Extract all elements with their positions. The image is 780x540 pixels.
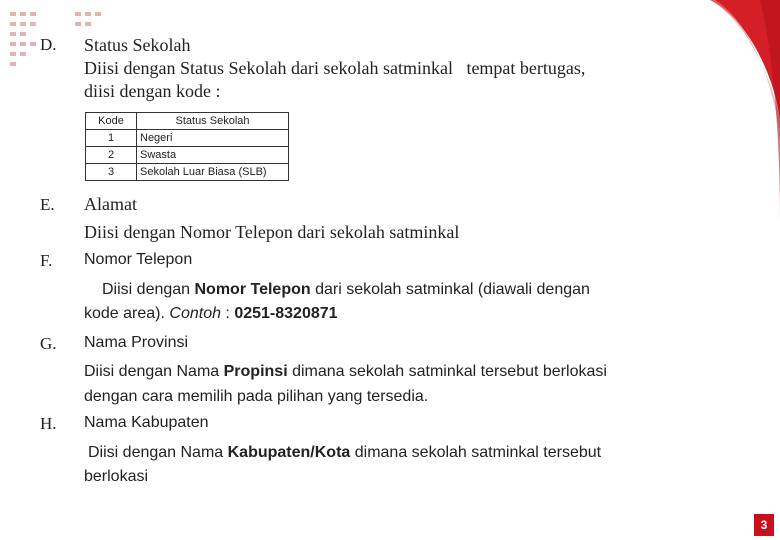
section-h-title: Nama Kabupaten: [84, 414, 209, 431]
section-d-line2: diisi dengan kode :: [84, 81, 221, 101]
table-row: [86, 147, 289, 164]
section-e-title: Alamat: [84, 194, 137, 214]
cell-status: Swasta: [137, 147, 289, 164]
section-d-line1: Diisi dengan Status Sekolah dari sekolah satminkal tempat bertugas,: [84, 58, 586, 78]
section-e-line1: Diisi dengan Nomor Telepon dari sekolah satminkal: [84, 222, 460, 242]
decorative-red-swoosh: [680, 0, 780, 220]
table-row: [86, 164, 289, 181]
page-number-badge: 3: [754, 514, 774, 536]
section-f-title: Nomor Telepon: [84, 251, 193, 268]
status-code-table: [85, 112, 289, 181]
section-d-letter: D.: [40, 35, 57, 54]
cell-kode: 3: [86, 164, 137, 181]
section-f-letter: F.: [40, 251, 53, 270]
header-status: Status Sekolah: [137, 113, 289, 130]
header-kode: Kode: [86, 113, 137, 130]
cell-status: Sekolah Luar Biasa (SLB): [137, 164, 289, 181]
section-f-line1: Diisi dengan Nomor Telepon dari sekolah satminkal (diawali dengan: [102, 281, 590, 298]
cell-kode: 2: [86, 147, 137, 164]
section-f-line2: kode area). Contoh : 0251-8320871: [84, 305, 338, 322]
section-h-line2: berlokasi: [84, 468, 149, 485]
section-h-letter: H.: [40, 414, 57, 433]
table-row: [86, 130, 289, 147]
cell-status: Negeri: [137, 130, 289, 147]
section-g-line1: Diisi dengan Nama Propinsi dimana sekolah satminkal tersebut berlokasi: [84, 363, 607, 380]
table-header-row: [86, 113, 289, 130]
section-d-title: Status Sekolah: [84, 35, 191, 55]
cell-kode: 1: [86, 130, 137, 147]
section-g-letter: G.: [40, 334, 57, 353]
section-g-title: Nama Provinsi: [84, 334, 189, 351]
section-h-line1: Diisi dengan Nama Kabupaten/Kota dimana sekolah satminkal tersebut: [88, 444, 602, 461]
section-e-letter: E.: [40, 195, 55, 214]
section-g-line2: dengan cara memilih pada pilihan yang tersedia.: [84, 388, 429, 405]
